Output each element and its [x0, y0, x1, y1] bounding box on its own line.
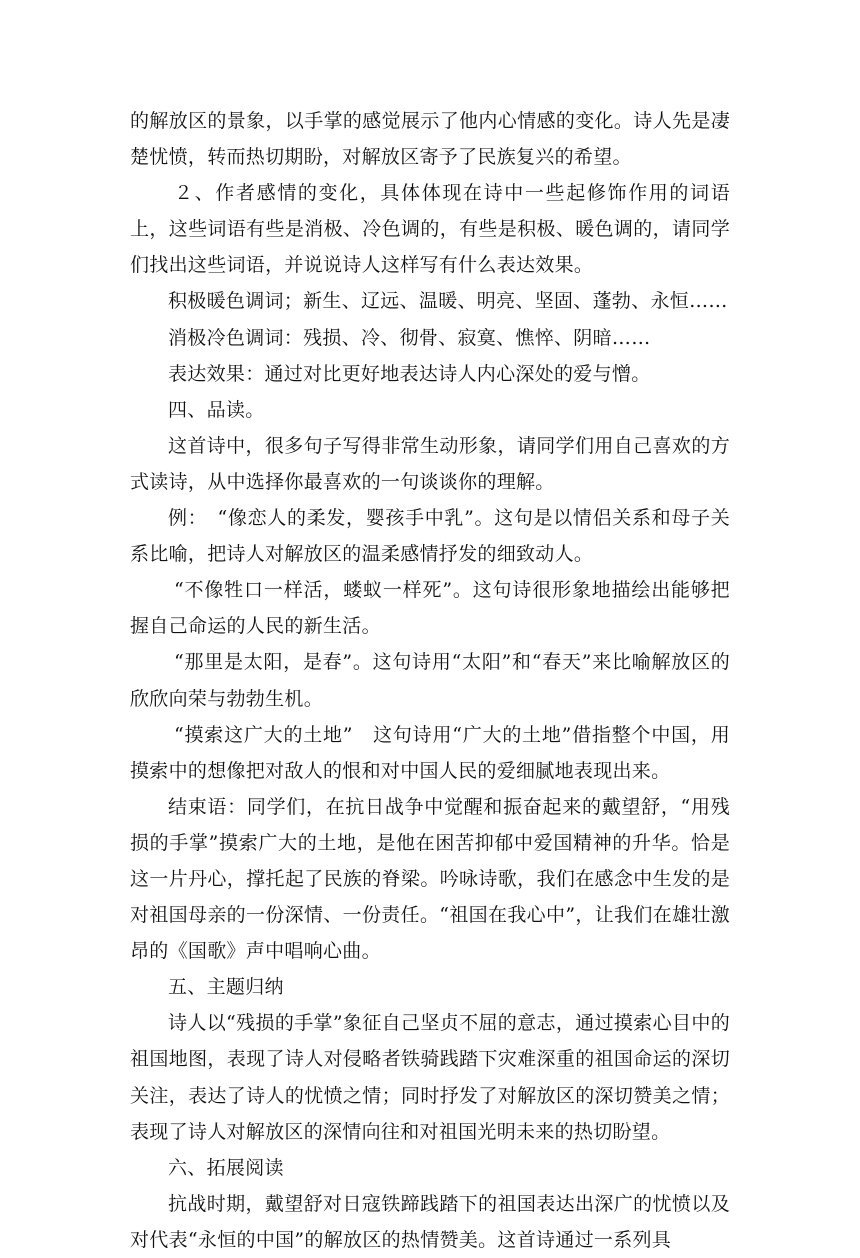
paragraph-theme: 诗人以“残损的手掌”象征自己坚贞不屈的意志，通过摸索心目中的祖国地图，表现了诗人对侵略者铁骑践踏下灾难深重的祖国命运的深切关注，表达了诗人的忧愤之情；同时抒发了对解放区的深切赞美之情；表现了诗人对解放区的深情向往和对祖国光明未来的热切盼望。: [130, 1012, 730, 1143]
paragraph-question-2: ２、作者感情的变化，具体体现在诗中一些起修饰作用的词语上，这些词语有些是消极、冷色调的，有些是积极、暖色调的，请同学们找出这些词语，并说说诗人这样写有什么表达效果。: [130, 182, 730, 277]
paragraph-example-3: “那里是太阳，是春”。这句诗用“太阳”和“春天”来比喻解放区的欣欣向荣与勃勃生机。: [130, 651, 730, 710]
paragraph-example-1: 例： “像恋人的柔发，婴孩手中乳”。这句是以情侣关系和母子关系比喻，把诗人对解放区的温柔感情抒发的细致动人。: [130, 507, 730, 566]
section-heading-6: 六、拓展阅读: [168, 1156, 284, 1179]
paragraph-example-4: “摸索这广大的土地” 这句诗用“广大的土地”借指整个中国，用摸索中的想像把对敌人的恨和对中国人民的爱细腻地表现出来。: [130, 723, 730, 782]
section-heading-4: 四、品读。: [168, 398, 265, 421]
paragraph-conclusion: 结束语：同学们，在抗日战争中觉醒和振奋起来的戴望舒，“用残损的手掌”摸索广大的土地，是他在困苦抑郁中爱国精神的升华。恰是这一片丹心，撑托起了民族的脊梁。吟咏诗歌，我们在感念中生发的是对祖国母亲的一份深情、一份责任。“祖国在我心中”，让我们在雄壮激昂的《国歌》声中唱响心曲。: [130, 795, 730, 963]
paragraph-cold-words: 消极冷色调词：残损、冷、彻骨、寂寞、憔悴、阴暗……: [168, 326, 651, 349]
paragraph-extended-reading: 抗战时期，戴望舒对日寇铁蹄践踏下的祖国表达出深广的忧愤以及对代表“永恒的中国”的解放区的热情赞美。这首诗通过一系列具: [130, 1192, 730, 1251]
paragraph-reading-intro: 这首诗中，很多句子写得非常生动形象，请同学们用自己喜欢的方式读诗，从中选择你最喜欢的一句谈谈你的理解。: [130, 434, 730, 493]
document-body: [130, 103, 730, 1258]
paragraph-effect: 表达效果：通过对比更好地表达诗人内心深处的爱与憎。: [168, 362, 651, 385]
paragraph-example-2: “不像牲口一样活，蝼蚁一样死”。这句诗很形象地描绘出能够把握自己命运的人民的新生活。: [130, 579, 730, 638]
section-heading-5: 五、主题归纳: [168, 976, 284, 999]
paragraph-warm-words: 积极暖色调词；新生、辽远、温暖、明亮、坚固、蓬勃、永恒……: [168, 290, 728, 313]
paragraph-continuation: 的解放区的景象，以手掌的感觉展示了他内心情感的变化。诗人先是凄楚忧愤，转而热切期盼，对解放区寄予了民族复兴的希望。: [130, 110, 730, 169]
